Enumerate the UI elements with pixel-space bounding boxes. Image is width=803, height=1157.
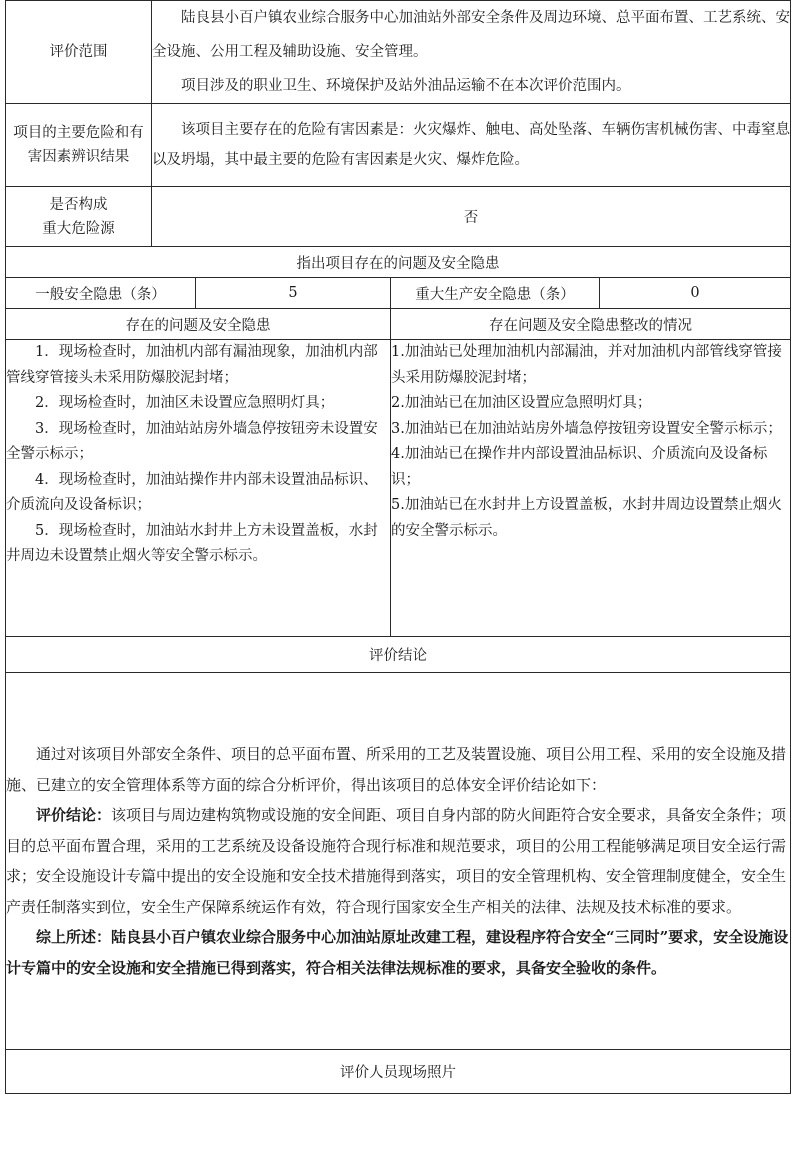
issue-item: 2．现场检查时，加油区未设置应急照明灯具；: [35, 395, 335, 411]
fixes-column-header: 存在问题及安全隐患整改的情况: [391, 309, 791, 340]
issues-column-header: 存在的问题及安全隐患: [6, 309, 391, 340]
photos-header-row: [6, 1050, 791, 1094]
major-hazard-count: 0: [600, 278, 791, 309]
issue-item: 4．现场检查时，加油站操作井内部未设置油品标识、介质流向及设备标识；: [6, 471, 378, 513]
issue-item: 5．现场检查时，加油站水封井上方未设置盖板，水封井周边未设置禁止烟火等安全警示标示。: [6, 522, 378, 564]
conclusion-body: 该项目与周边建构筑物或设施的安全间距、项目自身内部的防火间距符合安全要求，具备安全条件；项目的总平面布置合理，采用的工艺系统及设备设施符合现行标准和规范要求，项目的公用工程能够满足项目安全运行需求；安全设施设计专篇中提出的安全设施和安全技术措施得到落实，项目的安全管理机构、安全管理制度健全，安全生产责任制落实到位，安全生产保障系统运作有效，符合现行国家安全生产相关的法律、法规及技术标准的要求。: [6, 806, 787, 916]
fix-item: 5.加油站已在水封井上方设置盖板，水封井周边设置禁止烟火的安全警示标示。: [391, 497, 782, 539]
major-hazard-label-line2: 重大危险源: [42, 220, 115, 237]
fix-item: 4.加油站已在操作井内部设置油品标识、介质流向及设备标识；: [391, 446, 768, 488]
conclusion-header: 评价结论: [6, 637, 791, 673]
conclusion-content: [6, 673, 791, 1050]
conclusion-summary: 综上所述：陆良县小百户镇农业综合服务中心加油站原址改建工程，建设程序符合安全“三同时”要求，安全设施设计专篇中的安全设施和安全措施已得到落实，符合相关法律法规标准的要求，具备安全验收的条件。: [6, 928, 789, 977]
conclusion-header-row: [6, 637, 791, 673]
issue-item: 3．现场检查时，加油站站房外墙急停按钮旁未设置安全警示标示；: [6, 420, 378, 462]
issues-list: [6, 340, 391, 637]
problems-header-row: [6, 247, 791, 278]
hazards-content: [152, 104, 791, 187]
fix-item: 3.加油站已在加油站站房外墙急停按钮旁设置安全警示标示；: [391, 420, 782, 437]
fix-item: 1.加油站已处理加油机内部漏油，并对加油机内部管线穿管接头采用防爆胶泥封堵；: [391, 344, 782, 386]
hazards-row: [6, 104, 791, 187]
counts-row: [6, 278, 791, 309]
evaluation-table: [5, 0, 791, 1094]
hazards-label: 项目的主要危险和有害因素辨识结果: [6, 104, 152, 187]
scope-line-1: 陆良县小百户镇农业综合服务中心加油站外部安全条件及周边环境、总平面布置、工艺系统、安全设施、公用工程及辅助设施、安全管理。: [152, 10, 790, 60]
photos-header: 评价人员现场照片: [6, 1050, 791, 1094]
conclusion-intro: 通过对该项目外部安全条件、项目的总平面布置、所采用的工艺及装置设施、项目公用工程、采用的安全设施及措施、已建立的安全管理体系等方面的综合分析评价，得出该项目的总体安全评价结论如下：: [6, 745, 787, 794]
scope-label: 评价范围: [6, 1, 152, 104]
scope-row: [6, 1, 791, 104]
major-hazard-count-label: 重大生产安全隐患（条）: [391, 278, 600, 309]
column-header-row: [6, 309, 791, 340]
conclusion-lead: 评价结论：: [36, 806, 112, 824]
hazards-text: 该项目主要存在的危险有害因素是：火灾爆炸、触电、高处坠落、车辆伤害机械伤害、中毒窒息以及坍塌，其中最主要的危险有害因素是火灾、爆炸危险。: [152, 122, 790, 168]
fixes-list: [391, 340, 791, 637]
conclusion-row: [6, 673, 791, 1050]
conclusion-paragraph: [6, 800, 790, 922]
general-hazard-label: 一般安全隐患（条）: [6, 278, 196, 309]
scope-content: [152, 1, 791, 104]
scope-line-2: 项目涉及的职业卫生、环境保护及站外油品运输不在本次评价范围内。: [181, 78, 631, 94]
major-hazard-row: [6, 187, 791, 247]
major-hazard-label: [6, 187, 152, 247]
major-hazard-value: 否: [152, 187, 791, 247]
problems-header: 指出项目存在的问题及安全隐患: [6, 247, 791, 278]
issues-fixes-row: [6, 340, 791, 637]
major-hazard-label-line1: 是否构成: [49, 196, 108, 213]
general-hazard-count: 5: [196, 278, 391, 309]
issue-item: 1．现场检查时，加油机内部有漏油现象，加油机内部管线穿管接头未采用防爆胶泥封堵；: [6, 344, 378, 386]
fix-item: 2.加油站已在加油区设置应急照明灯具；: [391, 395, 652, 411]
